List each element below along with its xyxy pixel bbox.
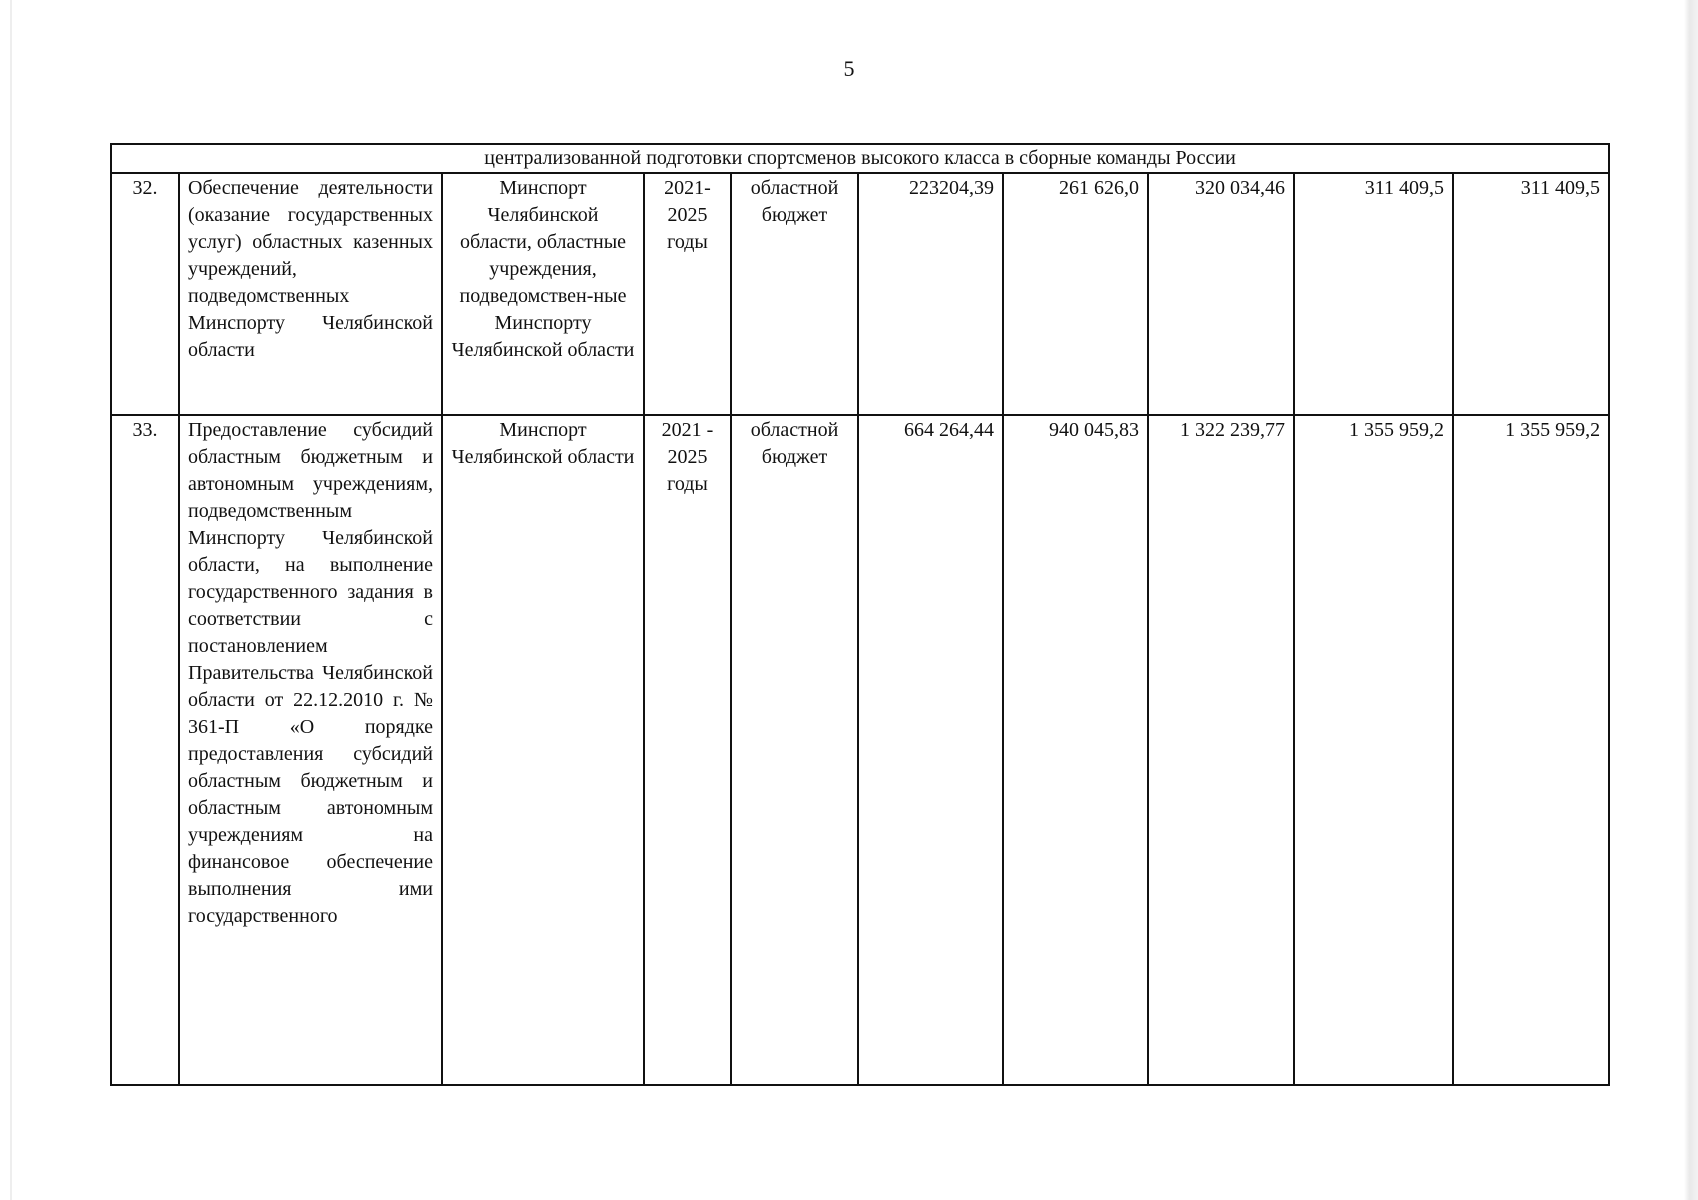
section-title: централизованной подготовки спортсменов высокого класса в сборные команды России	[111, 144, 1609, 173]
amount-cell: 940 045,83	[1003, 415, 1148, 1085]
amount-cell: 261 626,0	[1003, 173, 1148, 415]
executor: Минспорт Челябинской области, областные учреждения, подведомствен-ные Минспорту Челябинской области	[442, 173, 644, 415]
measure-name: Обеспечение деятельности (оказание государственных услуг) областных казенных учреждений, подведомственных Минспорту Челябинской области	[179, 173, 442, 415]
period: 2021 - 2025 годы	[644, 415, 731, 1085]
page-number: 5	[843, 56, 855, 81]
funding-source: областной бюджет	[731, 415, 858, 1085]
amount-cell: 311 409,5	[1294, 173, 1453, 415]
executor: Минспорт Челябинской области	[442, 415, 644, 1085]
amount-cell: 1 355 959,2	[1453, 415, 1609, 1085]
section-title-row	[111, 144, 1609, 173]
period: 2021-2025 годы	[644, 173, 731, 415]
amount-cell: 311 409,5	[1453, 173, 1609, 415]
amount-cell: 1 355 959,2	[1294, 415, 1453, 1085]
amount-cell: 320 034,46	[1148, 173, 1294, 415]
amount-cell: 1 322 239,77	[1148, 415, 1294, 1085]
amount-cell: 664 264,44	[858, 415, 1003, 1085]
funding-source: областной бюджет	[731, 173, 858, 415]
amount-cell: 223204,39	[858, 173, 1003, 415]
scan-edge-left	[10, 0, 12, 1200]
table-row	[111, 415, 1609, 1085]
program-table	[110, 143, 1610, 1086]
row-number: 32.	[111, 173, 179, 415]
scan-edge-right	[1684, 0, 1698, 1200]
measure-name: Предоставление субсидий областным бюджетным и автономным учреждениям, подведомственным Минспорту Челябинской области, на выполнение государственного задания в соответствии с постановлением Правительства Челябинской области от 22.12.2010 г. № 361-П «О порядке предоставления субсидий областным бюджетным и областным автономным учреждениям на финансовое обеспечение выполнения ими государственного	[179, 415, 442, 1085]
row-number: 33.	[111, 415, 179, 1085]
table-row	[111, 173, 1609, 415]
